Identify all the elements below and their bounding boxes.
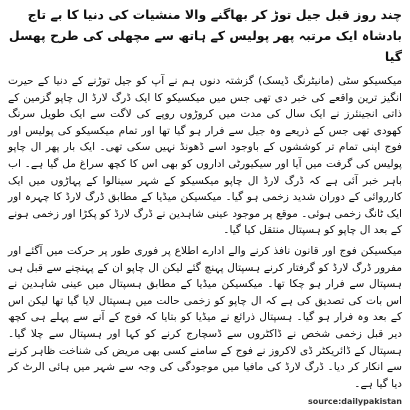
article-headline: چند روز قبل جیل توڑ کر بھاگنے والا منشیات کی دنیا کا بے تاج بادشاہ ایک مرتبہ پھر پولیس کے ہاتھ سے مچھلی کی طرح پھسل گیا bbox=[8, 7, 402, 64]
source-credit: source:dailypakistan bbox=[308, 397, 402, 406]
article-paragraph-2: میکسیکن فوج اور قانون نافذ کرنے والے ادارے اطلاع پر فوری طور پر حرکت میں آگئے اور مفرور ڈرگ لارڈ کو گرفتار کرنے ہسپتال پہنچ گئے لیکن ال چاپو ان کے پہنچنے سے قبل ہی ہسپتال سے فرار ہو چکا تھا۔ میکسیکن میڈیا کے مطابق ہسپتال میں عینی شاہدین نے اس بات کی تصدیق کی ہے کہ ال چاپو کو زخمی حالت میں ہسپتال لایا گیا تھا لیکن اس کے بعد وہ فرار ہو گیا۔ ہسپتال ذرائع نے میڈیا کو بتایا کہ فوج کے آنے سے پہلے ہی کچھ دیر قبل زخمی شخص نے ڈاکٹروں سے ڈسچارج کرنے کو کہا اور ہسپتال سے چلا گیا۔ ہسپتال کے ڈائریکٹر ڈی لاکروز نے فوج کے سامنے کسی بھی مریض کی شناخت ظاہر کرنے سے انکار کر دیا۔ ڈرگ لارڈ کی مافیا میں موجودگی کی وجہ سے شہر میں ہائی الرٹ کر دیا گیا ہے۔ bbox=[8, 244, 402, 390]
article-paragraph-1: میکسیکو سٹی (مانیٹرنگ ڈیسک) گزشتہ دنوں ہم نے آپ کو جیل توڑنے کے دنیا کے حیرت انگیز ترین واقعے کی خبر دی تھی جس میں میکسیکو کا ایک ڈرگ لارڈ ال چاپو گزمین کے ذاتی انجینئرز نے ایک سال کی مدت میں کروڑوں روپے کی لاگت سے ایک طویل سرنگ کھودی تھی جس کے ذریعے وہ جیل سے فرار ہو گیا تھا اور تمام میکسیکو کی پولیس اور فوج اپنی تمام تر کوششوں کے باوجود اسے ڈھونڈ نہیں سکی تھی۔ ایک بار پھر ال چاپو پولیس کی گرفت میں آیا اور سیکیورٹی اداروں کو بھی اس کا کچھ سراغ مل گیا ہے۔ اب باہر خبر آئی ہے کہ ڈرگ لارڈ ال چاپو میکسیکو کے شہر سینالوا کے پہاڑوں میں ایک کارروائی کے دوران شدید زخمی ہو گیا۔ میکسیکن میڈیا کے مطابق ڈرگ لارڈ کا چہرہ اور ایک ٹانگ زخمی ہوئی۔ موقع پر موجود عینی شاہدین نے ڈرگ لارڈ کو پکڑا اور زخمی ہونے کے بعد ال چاپو کو ہسپتال منتقل کیا گیا۔ bbox=[8, 75, 402, 237]
